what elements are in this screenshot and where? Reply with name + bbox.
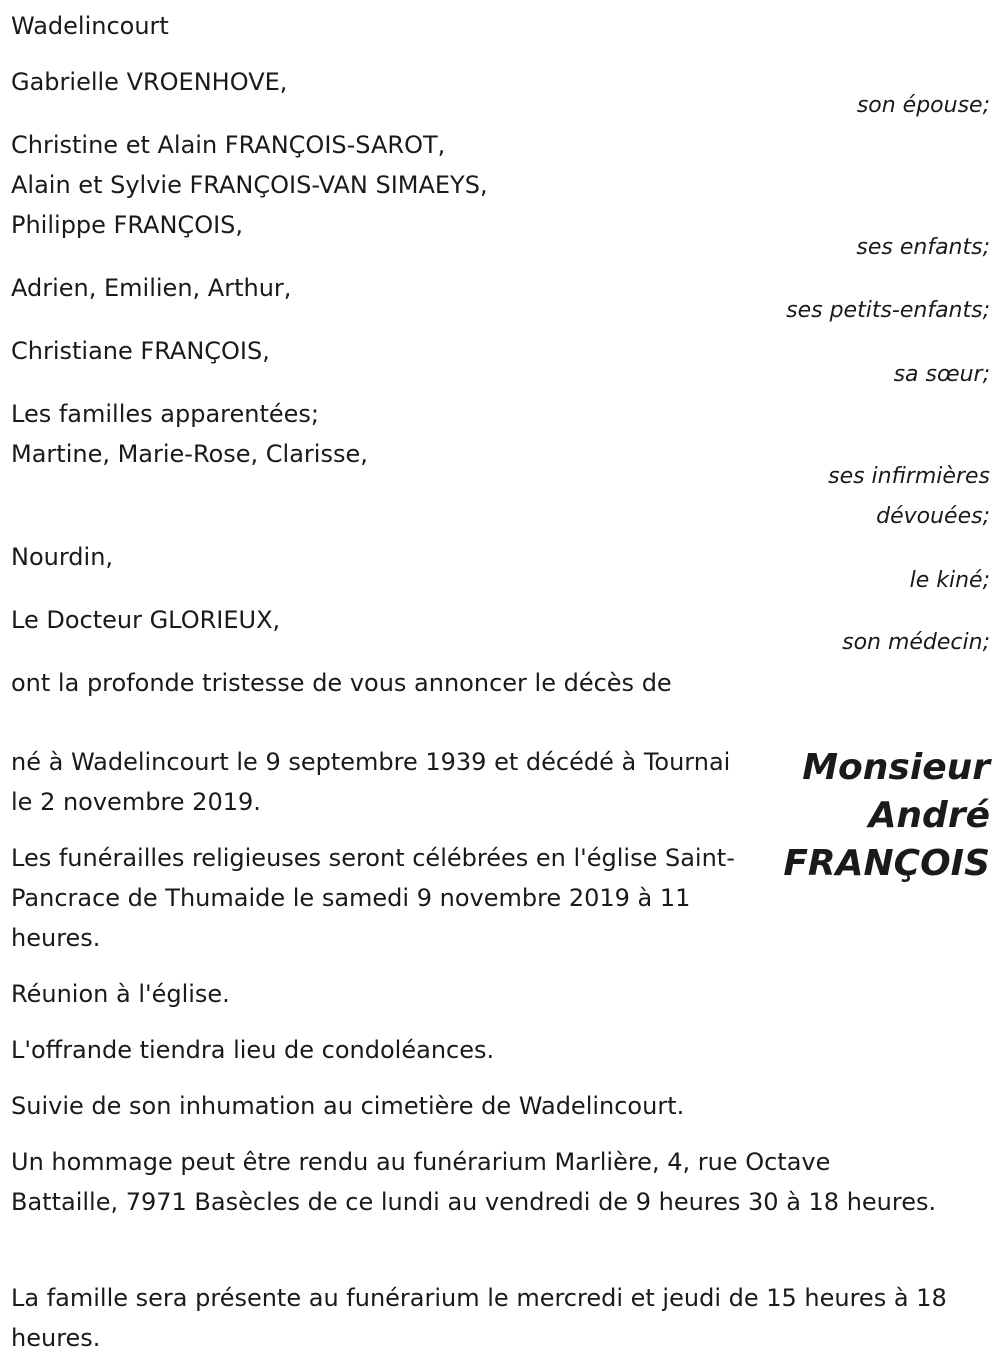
meeting-paragraph: Réunion à l'église. — [11, 980, 230, 1008]
birth-death-paragraph: né à Wadelincourt le 9 septembre 1939 et décédé à Tournai le 2 novembre 2019. — [11, 748, 731, 816]
role-nurses-line2: dévouées; — [876, 504, 990, 529]
role-spouse: son épouse; — [856, 93, 990, 118]
family-name-sister: Christiane FRANÇOIS, — [11, 337, 270, 365]
deceased-last-name: FRANÇOIS — [783, 843, 990, 884]
family-name-relatives: Les familles apparentées; — [11, 400, 320, 428]
role-physio: le kiné; — [909, 568, 990, 593]
family-name-grandchildren: Adrien, Emilien, Arthur, — [11, 274, 292, 302]
role-grandchildren: ses petits-enfants; — [786, 298, 990, 323]
burial-paragraph: Suivie de son inhumation au cimetière de Wadelincourt. — [11, 1092, 685, 1120]
family-name-child-1: Christine et Alain FRANÇOIS-SAROT, — [11, 131, 446, 159]
place-heading: Wadelincourt — [11, 12, 169, 40]
role-children: ses enfants; — [856, 235, 990, 260]
family-name-physio: Nourdin, — [11, 543, 114, 571]
family-name-doctor: Le Docteur GLORIEUX, — [11, 606, 281, 634]
family-name-child-3: Philippe FRANÇOIS, — [11, 211, 244, 239]
family-name-spouse: Gabrielle VROENHOVE, — [11, 68, 288, 96]
role-doctor: son médecin; — [842, 630, 990, 655]
funeral-paragraph: Les funérailles religieuses seront célébrées en l'église Saint-Pancrace de Thumaide le samedi 9 novembre 2019 à 11 heures. — [11, 844, 735, 952]
role-sister: sa sœur; — [893, 362, 990, 387]
deceased-first-name: André — [868, 795, 990, 836]
announcement-text: ont la profonde tristesse de vous annoncer le décès de — [11, 669, 672, 697]
family-name-nurses: Martine, Marie-Rose, Clarisse, — [11, 440, 368, 468]
deceased-title: Monsieur — [802, 747, 990, 788]
family-name-child-2: Alain et Sylvie FRANÇOIS-VAN SIMAEYS, — [11, 171, 488, 199]
offering-paragraph: L'offrande tiendra lieu de condoléances. — [11, 1036, 495, 1064]
tribute-paragraph: Un hommage peut être rendu au funérarium Marlière, 4, rue Octave Battaille, 7971 Basècles de ce lundi au vendredi de 9 heures 30 à 18 heures. — [11, 1148, 937, 1216]
family-presence-paragraph: La famille sera présente au funérarium le mercredi et jeudi de 15 heures à 18 heures. — [11, 1284, 947, 1352]
role-nurses-line1: ses infirmières — [828, 464, 990, 489]
deceased-name — [783, 744, 990, 888]
